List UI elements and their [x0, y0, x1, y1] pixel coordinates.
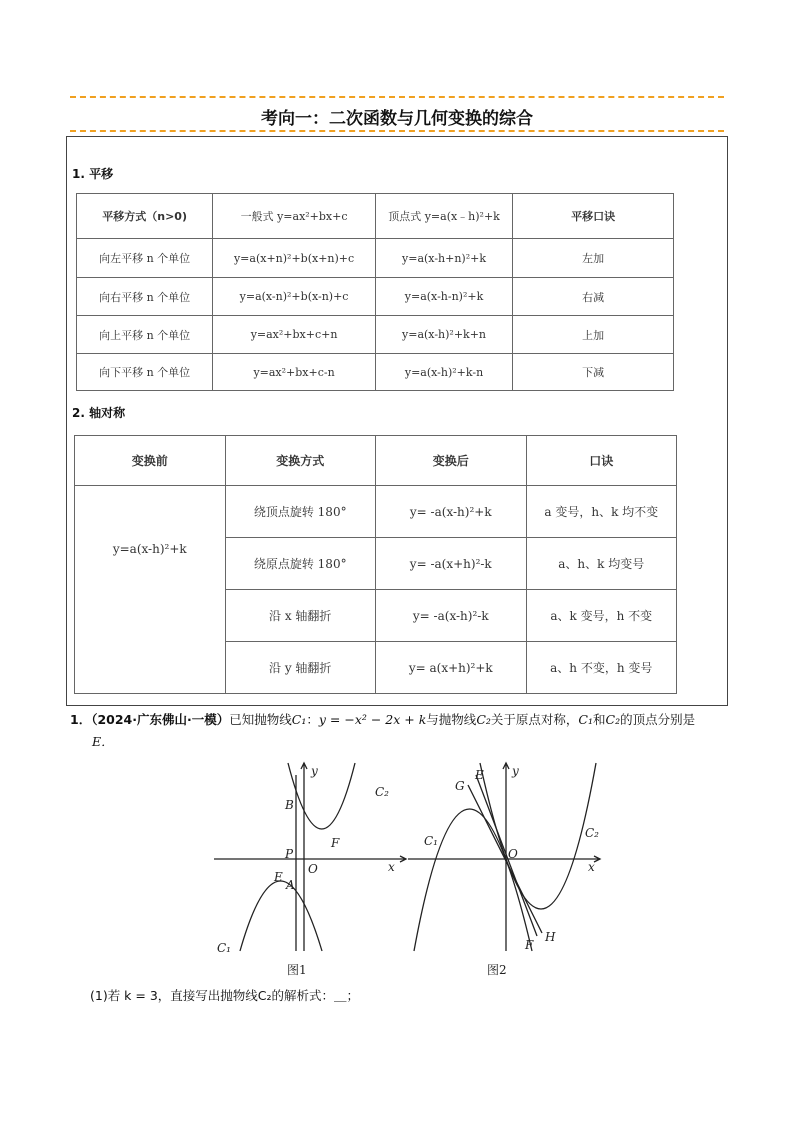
question-colon: ： — [306, 712, 319, 727]
table-cell: y=ax²+bx+c-n — [213, 354, 376, 391]
table-cell: y=a(x-h-n)²+k — [375, 278, 512, 316]
fig1-label-P: P — [285, 847, 294, 861]
header-dash-bottom — [70, 130, 724, 132]
question-text-c: 关于原点对称， — [490, 712, 579, 727]
question-formula: y = −x² − 2x + k — [318, 712, 427, 727]
fig2-label-y: y — [512, 764, 519, 778]
fig1-label-B: B — [285, 798, 294, 812]
symmetry-table — [74, 435, 677, 694]
table-header-row — [75, 436, 677, 486]
question-number: 1． — [70, 712, 92, 727]
table-cell: 右减 — [513, 278, 674, 316]
table-cell: y= -a(x-h)²+k — [375, 486, 526, 538]
fig2-label-G: G — [455, 779, 465, 793]
fig1-label-C1: C₁ — [217, 941, 231, 955]
table-header: 顶点式 y=a(x﹣h)²+k — [375, 194, 512, 239]
table-cell: 绕原点旋转 180° — [225, 538, 375, 590]
fig2-label-O: O — [508, 847, 518, 861]
fig1-label-y: y — [311, 764, 318, 778]
table-row — [77, 239, 674, 278]
question-text-b: 与抛物线 — [426, 712, 477, 727]
table-cell: y= -a(x+h)²-k — [375, 538, 526, 590]
question-text — [70, 709, 730, 753]
table-cell: 下减 — [513, 354, 674, 391]
fig1-label-O: O — [308, 862, 318, 876]
table-header: 变换后 — [375, 436, 526, 486]
table-header: 变换方式 — [225, 436, 375, 486]
fig1-label-x: x — [388, 860, 395, 874]
table-cell: 向下平移 n 个单位 — [77, 354, 213, 391]
sub-question-1: (1)若 k = 3，直接写出抛物线C₂的解析式：＿； — [90, 988, 360, 1003]
fig2-label-H: H — [545, 930, 556, 944]
table-header-row — [77, 194, 674, 239]
question-line-2: E． — [92, 734, 114, 749]
question-text-e: 的顶点分别是 — [620, 712, 696, 727]
page-title: 考向一：二次函数与几何变换的综合 — [261, 109, 533, 129]
figure-2-caption: 图2 — [487, 963, 507, 977]
table-header: 一般式 y=ax²+bx+c — [213, 194, 376, 239]
table-cell: a、h、k 均变号 — [526, 538, 676, 590]
section-translation-label: 1. 平移 — [72, 167, 114, 181]
fig1-label-C2: C₂ — [375, 785, 389, 799]
table-cell: 向右平移 n 个单位 — [77, 278, 213, 316]
table-cell: a、k 变号，h 不变 — [526, 590, 676, 642]
table-header: 口诀 — [526, 436, 676, 486]
fig1-label-F: F — [331, 836, 340, 850]
figure-1 — [210, 755, 410, 970]
table-cell: y=a(x-h)²+k-n — [375, 354, 512, 391]
figure-1-caption: 图1 — [287, 963, 307, 977]
table-cell: a、h 不变，h 变号 — [526, 642, 676, 694]
fig2-label-F: F — [525, 938, 534, 952]
table-cell: 沿 y 轴翻折 — [225, 642, 375, 694]
table-cell: y=a(x-h+n)²+k — [375, 239, 512, 278]
table-cell-before: y=a(x-h)²+k — [75, 486, 226, 694]
table-cell: 沿 x 轴翻折 — [225, 590, 375, 642]
translation-table — [76, 193, 674, 391]
question-c2: C₂ — [476, 712, 491, 727]
header-dash-top — [70, 96, 724, 98]
table-row — [77, 278, 674, 316]
fig2-curve-c2 — [480, 763, 596, 909]
question-line-1 — [70, 709, 730, 731]
table-row — [77, 354, 674, 391]
table-cell: y=a(x+n)²+b(x+n)+c — [213, 239, 376, 278]
fig2-label-C2: C₂ — [585, 826, 599, 840]
table-cell: y=a(x-h)²+k+n — [375, 316, 512, 354]
table-row — [77, 316, 674, 354]
table-cell: 向左平移 n 个单位 — [77, 239, 213, 278]
table-header: 平移口诀 — [513, 194, 674, 239]
fig1-label-E: E — [274, 870, 283, 884]
table-cell: 绕顶点旋转 180° — [225, 486, 375, 538]
table-cell: 向上平移 n 个单位 — [77, 316, 213, 354]
fig2-label-x: x — [588, 860, 595, 874]
table-cell: 左加 — [513, 239, 674, 278]
table-row — [75, 486, 677, 538]
question-text-d: 和 — [592, 712, 606, 727]
table-cell: y=a(x-n)²+b(x-n)+c — [213, 278, 376, 316]
figure-2 — [404, 755, 604, 970]
table-cell: y= a(x+h)²+k — [375, 642, 526, 694]
section-symmetry-label: 2. 轴对称 — [72, 406, 126, 420]
question-c1b: C₁ — [578, 712, 593, 727]
table-header: 变换前 — [75, 436, 226, 486]
table-cell: a 变号，h、k 均不变 — [526, 486, 676, 538]
question-text-a: 已知抛物线 — [229, 712, 292, 727]
question-c2b: C₂ — [605, 712, 621, 727]
table-cell: 上加 — [513, 316, 674, 354]
fig1-curve-c2 — [288, 763, 355, 829]
fig2-label-C1: C₁ — [424, 834, 438, 848]
table-header: 平移方式（n>0) — [77, 194, 213, 239]
question-source: （2024·广东佛山·一模） — [91, 712, 230, 727]
fig1-label-A: A — [286, 878, 295, 892]
table-cell: y=ax²+bx+c+n — [213, 316, 376, 354]
fig2-label-E: E — [475, 768, 484, 782]
question-c1: C₁ — [291, 712, 307, 727]
fig1-curve-c1 — [240, 881, 322, 951]
table-cell: y= -a(x-h)²-k — [375, 590, 526, 642]
